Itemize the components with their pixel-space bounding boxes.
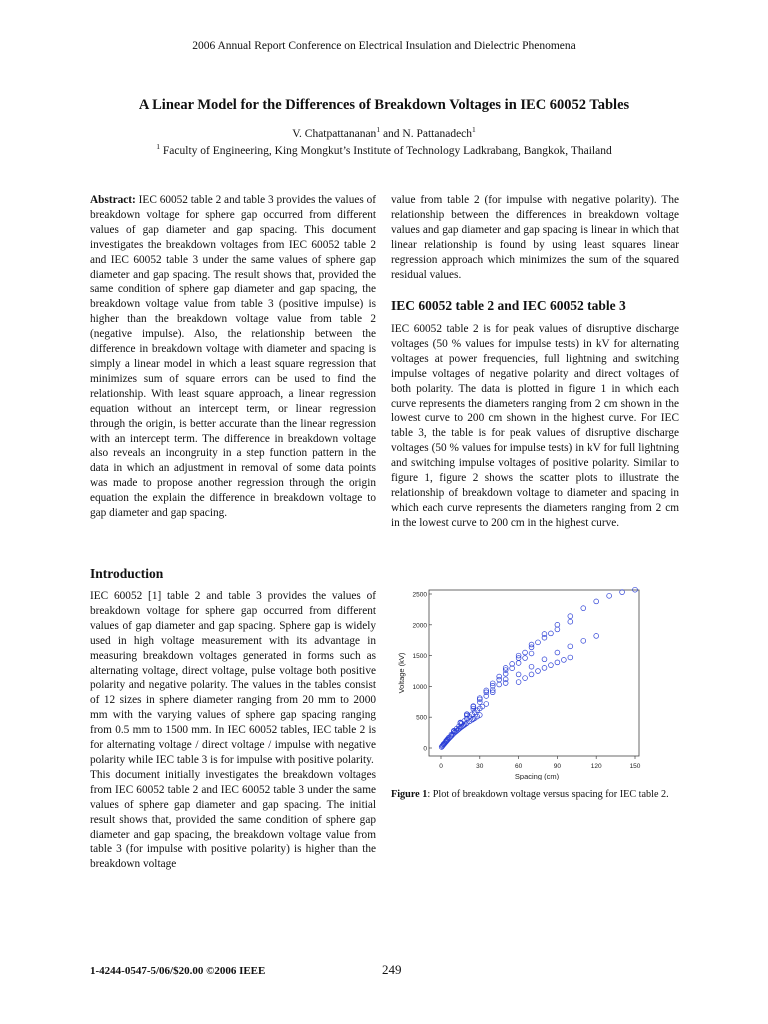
y-tick-label: 1000 [412,683,427,691]
x-tick-label: 90 [553,763,562,770]
y-tick-label: 0 [423,745,427,753]
affiliation-mark: 1 [156,142,161,152]
introduction-body [90,589,376,872]
iec-section-body [391,322,679,531]
affiliation-line [0,142,768,157]
figure-caption [391,789,679,800]
authors-line [0,125,768,140]
abstract-continued-text: value from table 2 (for impulse with negative polarity). The relationship between the differences in breakdown voltage values and gap diameter and gap spacing is linear in which that linear relationship is found by using least squares linear regression approach which minimizes the sum of the squared residual values. [391,194,679,281]
author-1: V. Chatpattananan [292,128,377,140]
iec-section-text: IEC 60052 table 2 is for peak values of disruptive discharge voltages (50 % values for impulse tests) in kV for alternating voltages at power frequencies, full lightning and switching impulse voltages of negative polarity and direct voltages of both polarity. The data is plotted in figure 1 in which each curve represents the diameters ranging from 2 cm shown in the lowest curve to 200 cm shown in the highest curve. For IEC table 3, the table is for peak values of disruptive discharge voltages (50 % values for impulse tests) in kV for full lightning and switching impulse voltages of positive polarity. Similar to figure 1, figure 2 shows the scatter plots to illustrate the relationship of breakdown voltage to diameter and spacing in which each curve represents the diameters ranging from 2 cm in the lowest curve to 200 cm in the highest curve. [391,323,679,529]
x-axis-label: Spacing (cm) [514,772,560,780]
abstract-block [90,193,376,521]
abstract-label: Abstract: [90,194,136,206]
running-head: 2006 Annual Report Conference on Electrical Insulation and Dielectric Phenomena [192,40,576,52]
x-tick-label: 60 [514,763,523,770]
author-2-affil-mark: 1 [472,125,476,135]
y-tick-label: 2500 [412,591,427,599]
abstract-text: IEC 60052 table 2 and table 3 provides the values of breakdown voltage for sphere gap occurred from different values of gap diameter and gap spacing. This document investigates the breakdown voltages from IEC 60052 table 2 and IEC 60052 table 3 under the same values of sphere gap diameter and gap spacing. The result shows that, provided the same condition of sphere gap diameter and gap spacing, the breakdown voltage value from table 3 (positive impulse) is higher than the breakdown voltage value from table 2 (negative impulse). Also, the relationship between the difference in breakdown voltage with diameter and spacing is simply a linear model in which a least square regression that minimizes sum of square errors can be used to find the relationship. With least square approach, a linear regression equation without an intercept term, or linear regression through the origin, is better accurate than the linear regression with an intercept term. The difference in breakdown voltage also reveals an incongruity in a step function pattern in the data in which an adjustment in removal of some data points was made to propose another regression through the origin equation the explain the difference in breakdown voltage to gap diameter and gap spacing. [90,194,376,520]
x-tick-label: 120 [590,763,602,770]
author-2: and N. Pattanadech [380,128,473,140]
copyright-footer: 1-4244-0547-5/06/$20.00 ©2006 IEEE [90,965,266,977]
x-tick-label: 150 [629,763,641,770]
figure-1 [391,580,681,780]
scatter-chart [391,580,681,780]
figure-caption-text: : Plot of breakdown voltage versus spacing for IEC table 2. [427,789,669,800]
x-tick-label: 30 [476,763,484,770]
figure-caption-label: Figure 1 [391,789,428,800]
y-tick-label: 1500 [412,653,427,661]
paper-title: A Linear Model for the Differences of Breakdown Voltages in IEC 60052 Tables [138,97,630,113]
introduction-paragraph-2: This document initially investigates the breakdown voltages from IEC 60052 table 2 and IEC 60052 table 3 under the same values of sphere gap diameter and gap spacing. The initial result shows that, provided the same condition of sphere gap diameter and gap spacing, the breakdown voltage value from table 3 (for impulse with positive polarity) is higher than the breakdown voltage [90,768,376,871]
y-axis-label: Voltage (kV) [397,652,406,694]
author-1-affil-mark: 1 [376,125,381,135]
iec-section-heading: IEC 60052 table 2 and IEC 60052 table 3 [391,298,626,313]
page-number: 249 [382,962,402,977]
x-tick-label: 0 [439,763,443,770]
affiliation-text: Faculty of Engineering, King Mongkut’s Institute of Technology Ladkrabang, Bangkok, Thailand [160,145,612,157]
y-tick-label: 2000 [412,622,427,630]
abstract-continued [391,193,679,282]
introduction-heading: Introduction [90,566,164,581]
introduction-paragraph-1: IEC 60052 [1] table 2 and table 3 provides the values of breakdown voltage for sphere gap occurred from different values of gap diameter and gap spacing. Sphere gap is widely used in high voltage measurement with its advantage in measuring breakdown voltages generated in forms such as alternating voltage, direct voltage, pulse voltage both positive polarity and negative polarity. The values in the tables consist of 12 sizes in sphere diameter ranging from 20 mm to 2000 mm with the varying values of sphere gap spacing ranging from 0.5 mm to 1500 mm. In IEC 60052 tables, IEC table 2 is for alternating voltage / direct voltage / impulse with negative polarity while IEC table 3 is for impulse with positive polarity. [90,590,376,766]
y-tick-label: 500 [416,714,427,722]
